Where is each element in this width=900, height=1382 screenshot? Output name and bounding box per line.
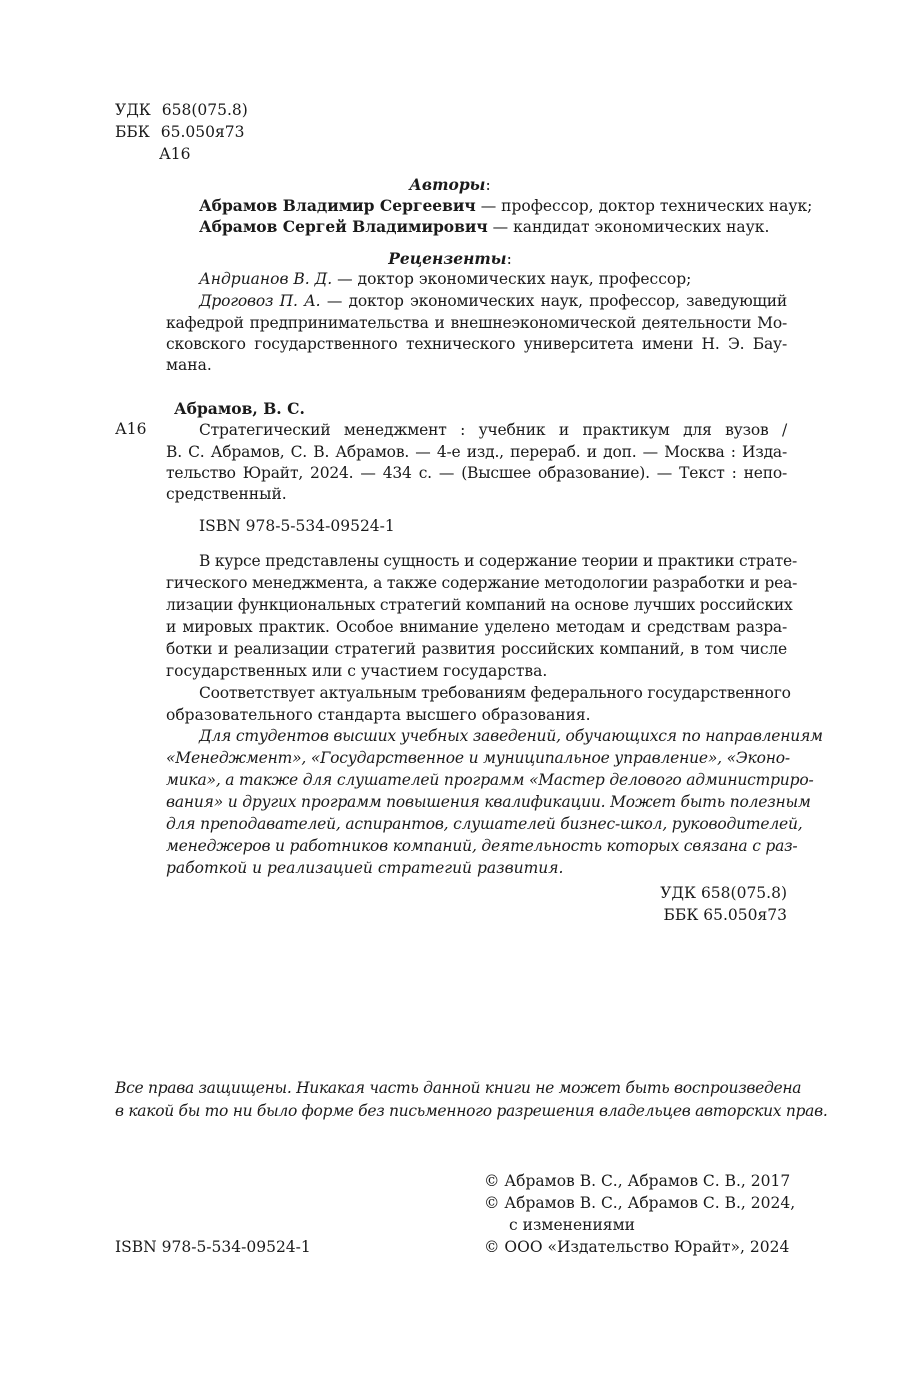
udk-value: 658(075.8) — [161, 101, 248, 119]
author-mark: А16 — [159, 145, 191, 163]
authors-heading: Авторы: — [409, 175, 491, 194]
bib-mark: А16 — [115, 420, 147, 438]
abstract-p3-line-7: работкой и реализацией стратегий развития. — [166, 859, 564, 877]
bib-author: Абрамов, В. С. — [174, 399, 305, 418]
bbk-label: ББК — [115, 123, 150, 141]
copyright-2-line-2: с изменениями — [509, 1216, 635, 1234]
abstract-p1-line-1: В курсе представлены сущность и содержание теории и практики страте- — [199, 552, 797, 570]
udk-label: УДК — [115, 101, 151, 119]
author-1 — [199, 196, 812, 215]
author-2-name: Абрамов Сергей Владимирович — [199, 217, 488, 236]
footer-udk: УДК 658(075.8) — [660, 884, 787, 902]
abstract-p1-line-6: государственных или с участием государства. — [166, 662, 548, 680]
reviewer-2-desc-3: сковского государственного технического университета имени Н. Э. Бау- — [166, 335, 787, 353]
abstract-p3-line-5: для преподавателей, аспирантов, слушателей бизнес-школ, руководителей, — [166, 815, 803, 833]
bib-line-2: В. С. Абрамов, С. В. Абрамов. — 4-е изд., перераб. и доп. — Москва : Изда- — [166, 443, 787, 461]
reviewer-2 — [199, 291, 787, 311]
abstract-p3-line-6: менеджеров и работников компаний, деятельность которых связана с раз- — [166, 837, 798, 855]
udk-line — [115, 101, 248, 119]
abstract-p3-line-4: вания» и других программ повышения квалификации. Может быть полезным — [166, 793, 811, 811]
bbk-line — [115, 123, 244, 141]
reviewer-2-name: Дроговоз П. А. — [199, 292, 321, 310]
abstract-p1-line-3: лизации функциональных стратегий компаний на основе лучших российских — [166, 596, 793, 614]
bib-line-4: средственный. — [166, 485, 287, 503]
abstract-p1-line-5: ботки и реализации стратегий развития российских компаний, в том числе — [166, 640, 787, 658]
abstract-p3-line-3: мика», а также для слушателей программ «Мастер делового администриро- — [166, 771, 814, 789]
abstract-p2-line-2: образовательного стандарта высшего образования. — [166, 706, 591, 724]
bib-line-1: Стратегический менеджмент : учебник и практикум для вузов / — [199, 421, 787, 439]
abstract-p3-line-2: «Менеджмент», «Государственное и муниципальное управление», «Эконо- — [166, 749, 790, 767]
reviewer-1-desc: — доктор экономических наук, профессор; — [332, 270, 692, 288]
reviewer-1 — [199, 270, 691, 288]
footer-bbk: ББК 65.050я73 — [663, 906, 787, 924]
bib-line-3: тельство Юрайт, 2024. — 434 с. — (Высшее образование). — Текст : непо- — [166, 464, 787, 482]
author-2-desc: — кандидат экономических наук. — [487, 218, 770, 236]
abstract-p1-line-2: гического менеджмента, а также содержание методологии разработки и реа- — [166, 574, 798, 592]
author-1-name: Абрамов Владимир Сергеевич — [199, 196, 476, 215]
rights-line-2: в какой бы то ни было форме без письменного разрешения владельцев авторских прав. — [115, 1102, 828, 1120]
reviewer-2-desc-1: — доктор экономических наук, профессор, заведующий — [320, 292, 787, 310]
author-1-desc: — профессор, доктор технических наук; — [475, 197, 813, 215]
rights-line-1: Все права защищены. Никакая часть данной книги не может быть воспроизведена — [115, 1079, 802, 1097]
reviewer-2-desc-2: кафедрой предпринимательства и внешнеэкономической деятельности Мо- — [166, 314, 787, 332]
abstract-p1-line-4: и мировых практик. Особое внимание уделено методам и средствам разра- — [166, 618, 787, 636]
reviewer-1-name: Андрианов В. Д. — [199, 270, 333, 288]
copyright-3: © ООО «Издательство Юрайт», 2024 — [484, 1238, 790, 1256]
abstract-p3-line-1: Для студентов высших учебных заведений, обучающихся по направлениям — [199, 727, 823, 745]
abstract-p2-line-1: Соответствует актуальным требованиям федерального государственного — [199, 684, 791, 702]
bbk-value: 65.050я73 — [160, 123, 245, 141]
bib-isbn: ISBN 978-5-534-09524-1 — [199, 517, 395, 535]
reviewers-heading: Рецензенты: — [388, 249, 512, 268]
copyright-isbn: ISBN 978-5-534-09524-1 — [115, 1238, 311, 1256]
author-2 — [199, 217, 769, 236]
copyright-1: © Абрамов В. С., Абрамов С. В., 2017 — [484, 1172, 791, 1190]
reviewer-2-desc-4: мана. — [166, 356, 212, 374]
copyright-2-line-1: © Абрамов В. С., Абрамов С. В., 2024, — [484, 1194, 796, 1212]
